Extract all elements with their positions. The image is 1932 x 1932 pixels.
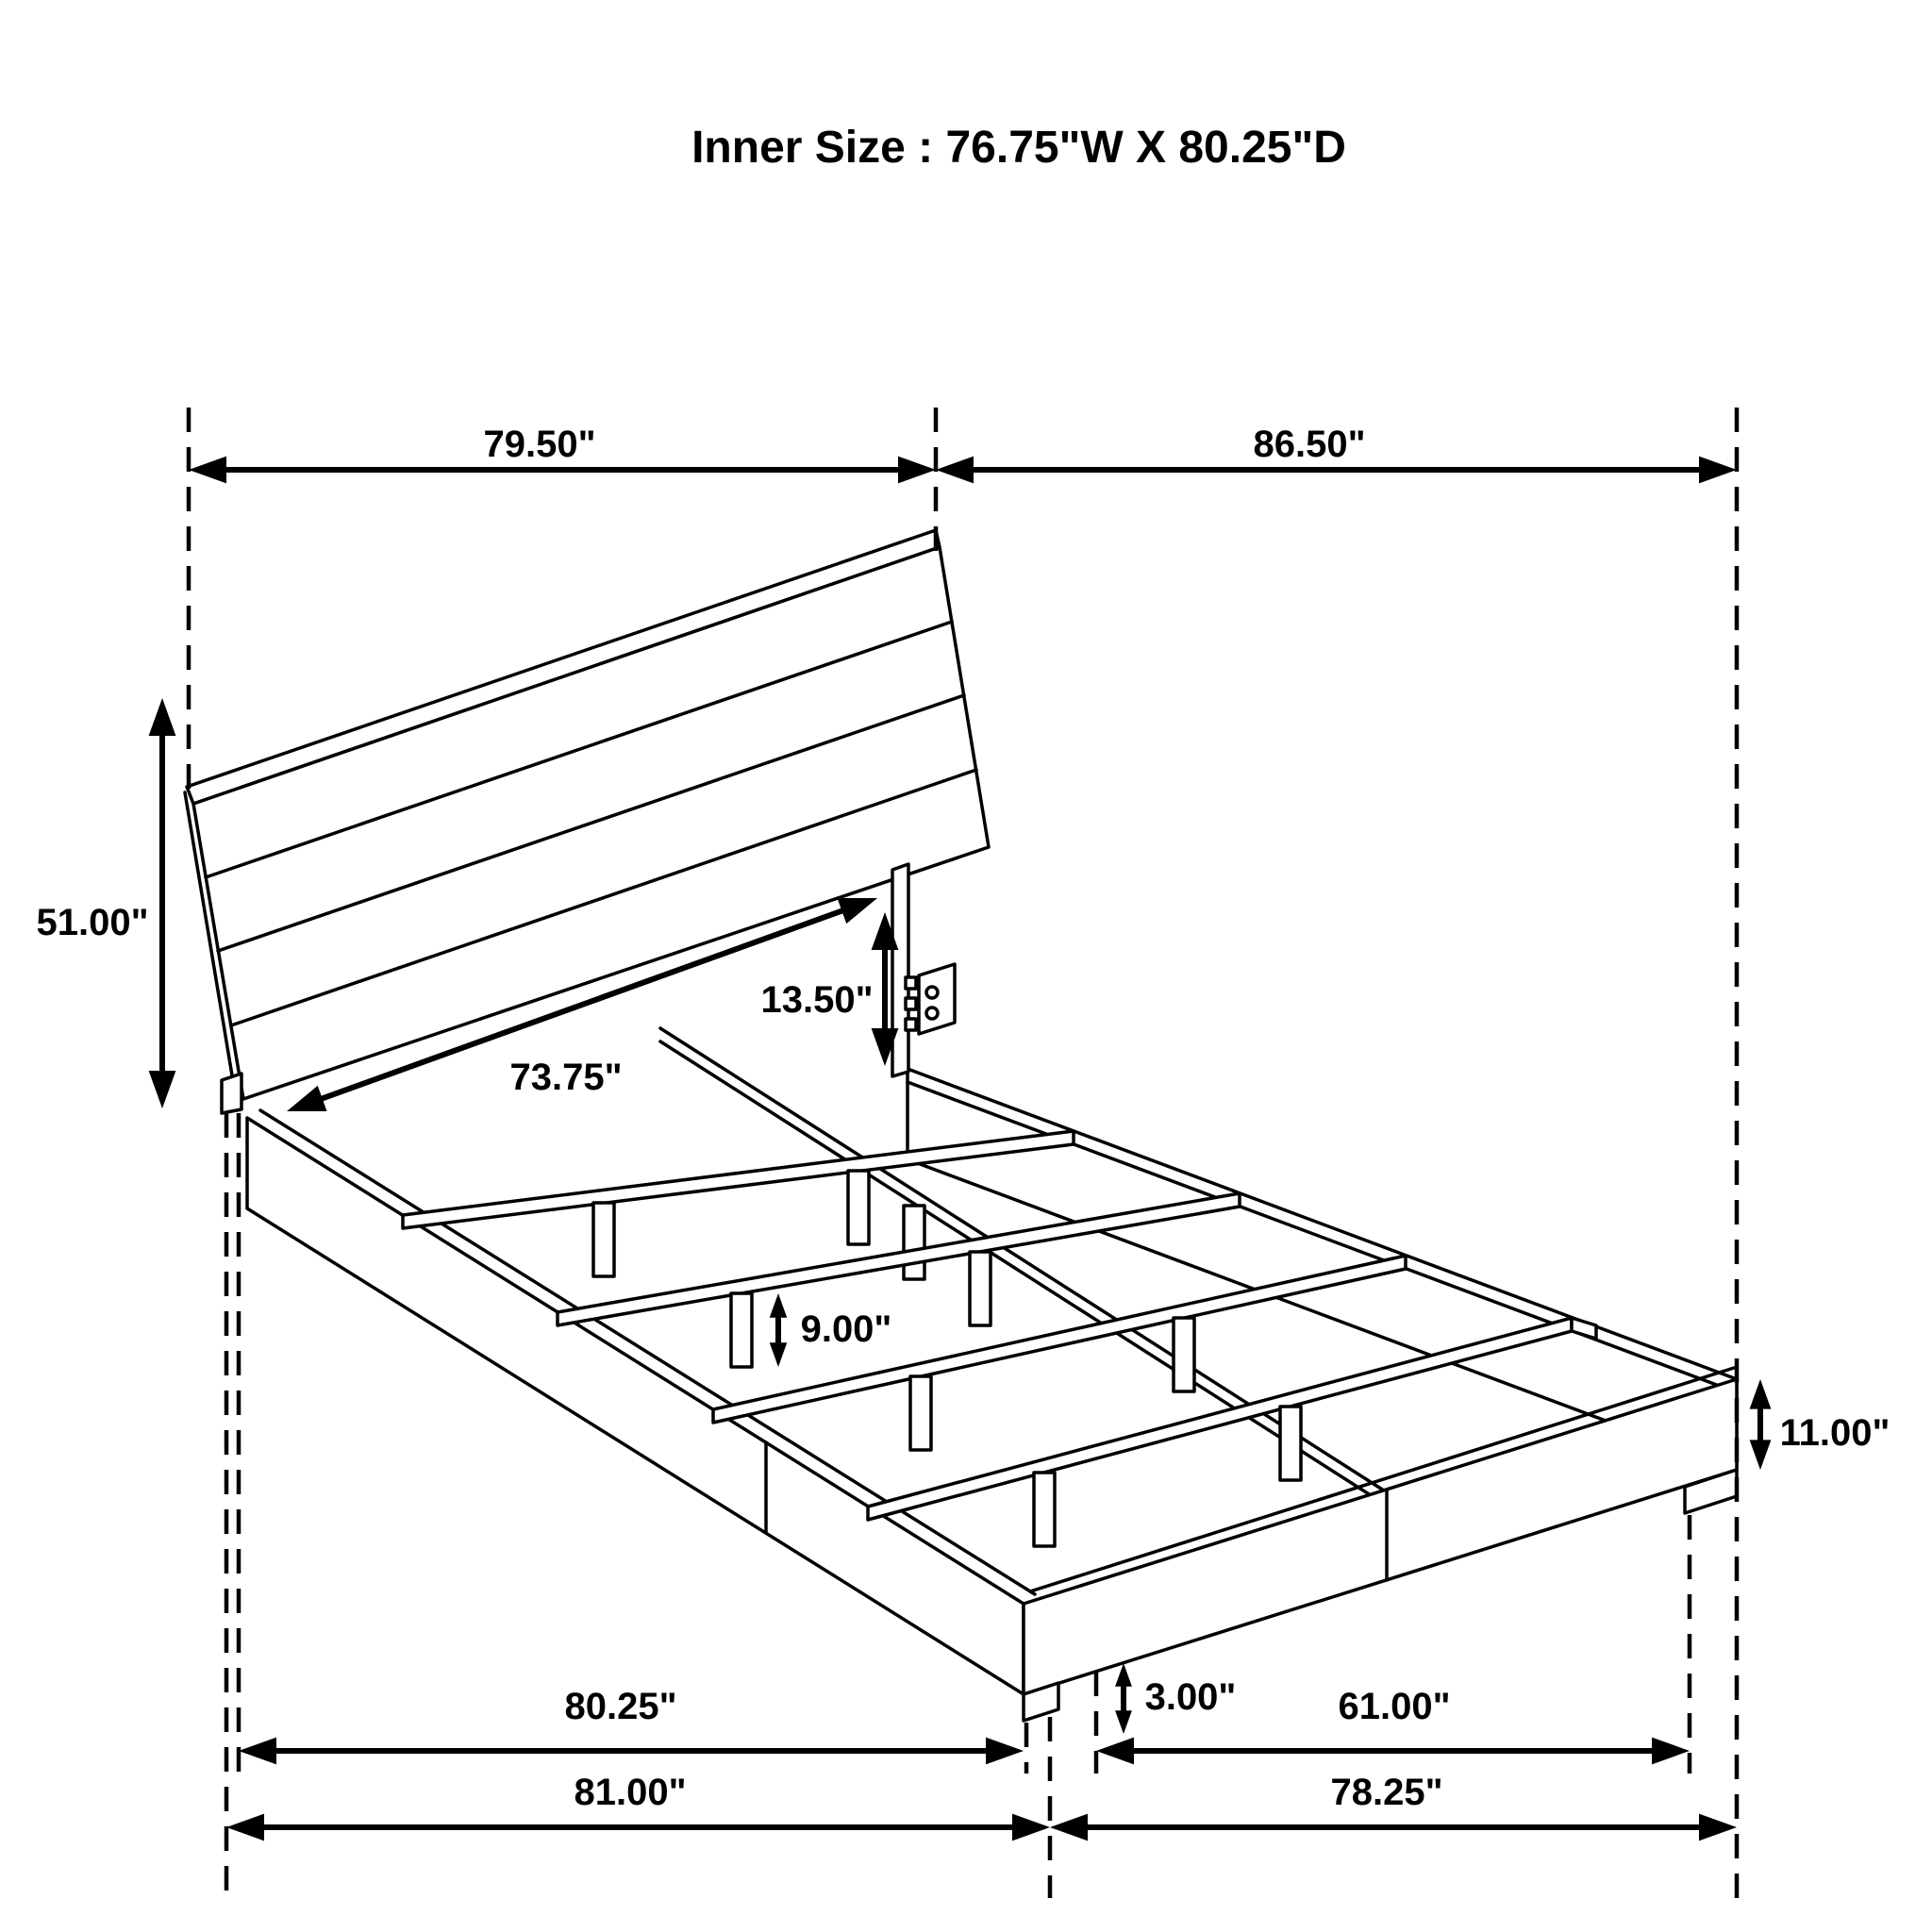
rail-bracket (906, 964, 955, 1034)
dim-arrow-bottom-inner-right (1096, 1738, 1690, 1765)
dim-label-top-left: 79.50" (483, 424, 596, 465)
dim-label-foot-leg: 3.00" (1144, 1676, 1237, 1718)
dim-label-bottom-inner-right: 61.00" (1338, 1686, 1451, 1727)
dim-label-panel-height: 13.50" (760, 979, 874, 1021)
dim-arrow-left-height (149, 698, 176, 1108)
headboard-left-leg (222, 1074, 242, 1113)
dim-label-bottom-inner-left: 80.25" (564, 1686, 677, 1727)
dim-arrow-side-height (1750, 1379, 1772, 1470)
page-title: Inner Size : 76.75"W X 80.25"D (691, 123, 1346, 173)
dim-arrow-bottom-inner-left (239, 1738, 1024, 1765)
dim-label-side-height: 11.00" (1779, 1412, 1890, 1454)
dim-arrow-bottom-outer-left (226, 1814, 1050, 1841)
dim-label-panel-width: 73.75" (509, 1057, 623, 1098)
dim-arrow-foot-leg (1115, 1663, 1132, 1734)
headboard (185, 530, 989, 1113)
dim-label-bottom-outer-right: 78.25" (1330, 1772, 1443, 1813)
bed-frame-drawing (185, 530, 1737, 1721)
dim-arrow-bottom-outer-right (1050, 1814, 1737, 1841)
dim-label-bottom-outer-left: 81.00" (574, 1772, 687, 1813)
dim-label-slat-leg: 9.00" (800, 1308, 892, 1350)
dim-label-top-right: 86.50" (1253, 424, 1366, 465)
headboard-right-post (892, 864, 908, 1076)
dim-label-left-height: 51.00" (36, 902, 149, 943)
